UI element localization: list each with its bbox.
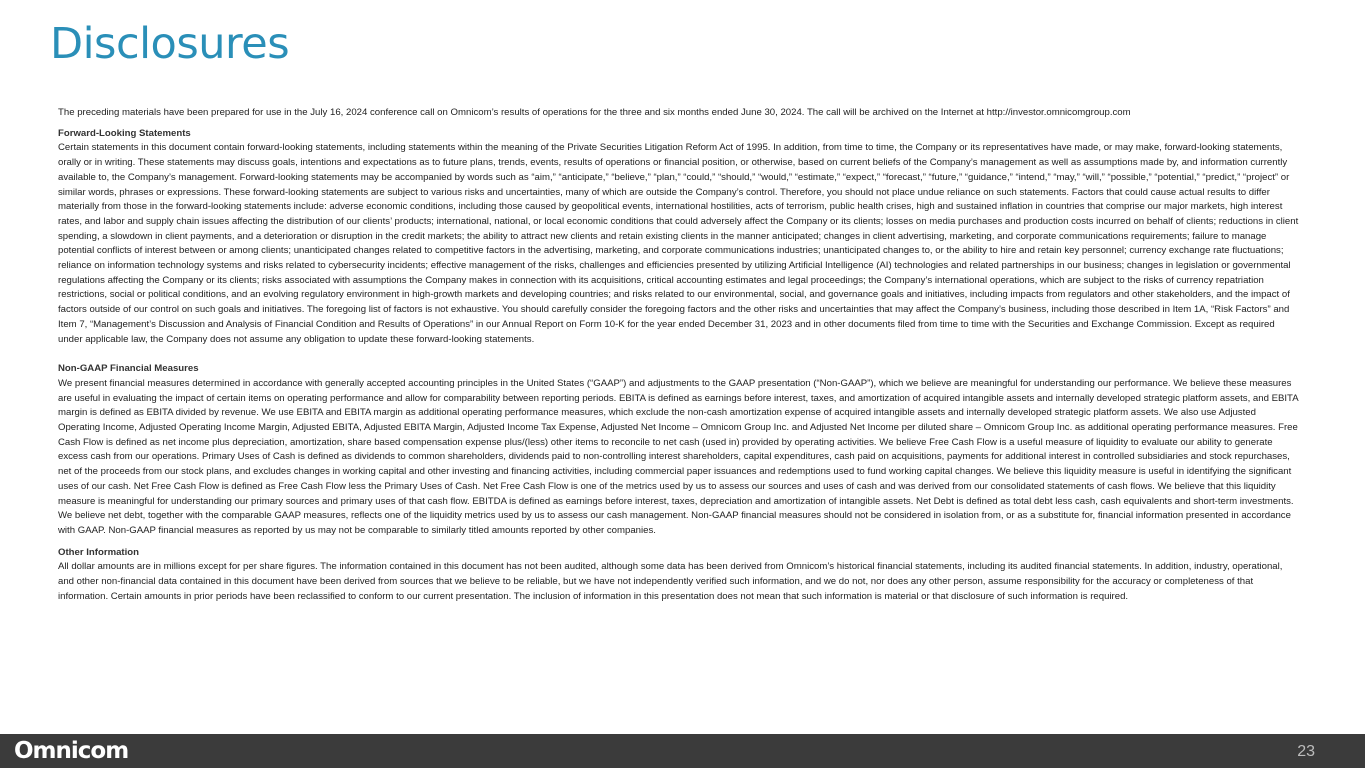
forward-looking-paragraph: Certain statements in this document contain forward-looking statements, including statements within the meaning of the Private Securities Litigation Reform Act of 1995. In addition, from time to time, the Company or its representatives have made, or may make, forward-looking statements, orally or in writing. These statements may discuss goals, intentions and expectations as to future plans, trends, events, results of operations or financial position, or otherwise, based on current beliefs of the Company’s management as well as assumptions made by, and information currently available to, the Company’s management. Forward-looking statements may be accompanied by words such as “aim,” “anticipate,” “believe,” “plan,” “could,” “should,” “would,” “estimate,” “expect,” “forecast,” “future,” “guidance,” “intend,” “may,” “will,” “possible,” “potential,” “predict,” “project” or similar words, phrases or expressions. These forward-looking statements are subject to various risks and uncertainties, many of which are outside the Company’s control. Therefore, you should not place undue reliance on such statements. Factors that could cause actual results to differ materially from those in the forward-looking statements include: adverse economic conditions, including those caused by geopolitical events, international hostilities, acts of terrorism, public health crises, high and sustained inflation in countries that comprise our major markets, high interest rates, and labor and supply chain issues affecting the distribution of our clients’ products; international, national, or local economic conditions that could adversely affect the Company or its clients; losses on media purchases and production costs incurred on behalf of clients; reductions in client spending, a slowdown in client payments, and a deterioration or disruption in the credit markets; the ability to attract new clients and retain existing clients in the manner anticipated; changes in client advertising, marketing, and corporate communications requirements; failure to manage potential conflicts of interest between or among clients; unanticipated changes related to competitive factors in the advertising, marketing, and corporate communications industries; unanticipated changes to, or the ability to hire and retain key personnel; currency exchange rate fluctuations; reliance on information technology systems and risks related to cybersecurity incidents; effective management of the risks, challenges and efficiencies presented by utilizing Artificial Intelligence (AI) technologies and related partnerships in our business; changes in legislation or governmental regulations affecting the Company or its clients; risks associated with assumptions the Company makes in connection with its acquisitions, critical accounting estimates and legal proceedings; the Company’s international operations, which are subject to the risks of currency repatriation restrictions, social or political conditions, and an evolving regulatory environment in high-growth markets and developing countries; and risks related to our environmental, social, and governance goals and initiatives, including impacts from regulators and other stakeholders, and the impact of factors outside of our control on such goals and initiatives. The foregoing list of factors is not exhaustive. You should carefully consider the foregoing factors and the other risks and uncertainties that may affect the Company’s business, including those described in Item 1A, “Risk Factors” and Item 7, “Management’s Discussion and Analysis of Financial Condition and Results of Operations” in our Annual Report on Form 10-K for the year ended December 31, 2023 and in other documents filed from time to time with the Securities and Exchange Commission. Except as required under applicable law, the Company does not assume any obligation to update these forward-looking statements. (58, 142, 1299, 345)
intro-paragraph: The preceding materials have been prepared for use in the July 16, 2024 conference call on Omnicom’s results of operations for the three and six months ended June 30, 2024. The call will be archived on the Internet at http://investor.omnicomgroup.com (58, 107, 1131, 118)
non-gaap-heading: Non-GAAP Financial Measures (58, 363, 199, 375)
other-information-paragraph: All dollar amounts are in millions except for per share figures. The information contained in this document has not been audited, although some data has been derived from Omnicom’s historical financial statements, including its audited financial statements. In addition, industry, operational, and other non-financial data contained in this document have been derived from sources that we believe to be reliable, but we have not independently verified such information, and we do not, nor does any other person, assume responsibility for the accuracy or completeness of that information. Certain amounts in prior periods have been reclassified to conform to our current presentation. The inclusion of information in this presentation does not mean that such information is material or that disclosure of such information is required. (58, 561, 1283, 602)
other-information-heading: Other Information (58, 546, 140, 558)
omnicom-logo: Omnicom (14, 738, 129, 764)
forward-looking-heading: Forward-Looking Statements (58, 127, 191, 139)
footer-bar (0, 734, 1365, 768)
page-title: Disclosures (50, 19, 290, 69)
disclosures-body (58, 106, 1300, 605)
page-number: 23 (1297, 743, 1315, 760)
non-gaap-paragraph: We present financial measures determined in accordance with generally accepted accounting principles in the United States (“GAAP”) and adjustments to the GAAP presentation (“Non-GAAP”), which we believe are meaningful for understanding our performance. We believe these measures are useful in evaluating the impact of certain items on operating performance and allow for comparability between reporting periods. EBITA is defined as earnings before interest, taxes, and amortization of acquired intangible assets and internally developed strategic platform assets, and EBITA margin is defined as EBITA divided by revenue. We use EBITA and EBITA margin as additional operating performance measures, which exclude the non-cash amortization expense of acquired intangible assets and internally developed strategic platform assets. We also use Adjusted Operating Income, Adjusted Operating Income Margin, Adjusted EBITA, Adjusted EBITA Margin, Adjusted Income Tax Expense, Adjusted Net Income – Omnicom Group Inc. and Adjusted Net Income per diluted share – Omnicom Group Inc. as additional operating performance measures. Free Cash Flow is defined as net income plus depreciation, amortization, share based compensation expense plus/(less) other items to reconcile to net cash (used in) provided by operating activities. We believe Free Cash Flow is a useful measure of liquidity to evaluate our ability to generate excess cash from our operations. Primary Uses of Cash is defined as dividends to common shareholders, dividends paid to non-controlling interest shareholders, capital expenditures, cash paid on acquisitions, payments for additional interest in controlled subsidiaries and stock repurchases, net of the proceeds from our stock plans, and excludes changes in working capital and other investing and financing activities, including commercial paper issuances and redemptions used to fund working capital changes. We believe this liquidity measure is useful in identifying the significant uses of our cash. Net Free Cash Flow is defined as Free Cash Flow less the Primary Uses of Cash. Net Free Cash Flow is one of the metrics used by us to assess our sources and uses of cash and was derived from our consolidated statements of cash flows. We believe that this liquidity measure is meaningful for understanding our primary sources and primary uses of that cash flow. EBITDA is defined as earnings before interest, taxes, depreciation and amortization of intangible assets. Net Debt is defined as total debt less cash, cash equivalents and short-term investments. We believe net debt, together with the comparable GAAP measures, reflects one of the liquidity metrics used by us to assess our cash management. Non-GAAP financial measures should not be considered in isolation from, or as a substitute for, financial information presented in accordance with GAAP. Non-GAAP financial measures as reported by us may not be comparable to similarly titled amounts reported by other companies. (58, 377, 1299, 536)
